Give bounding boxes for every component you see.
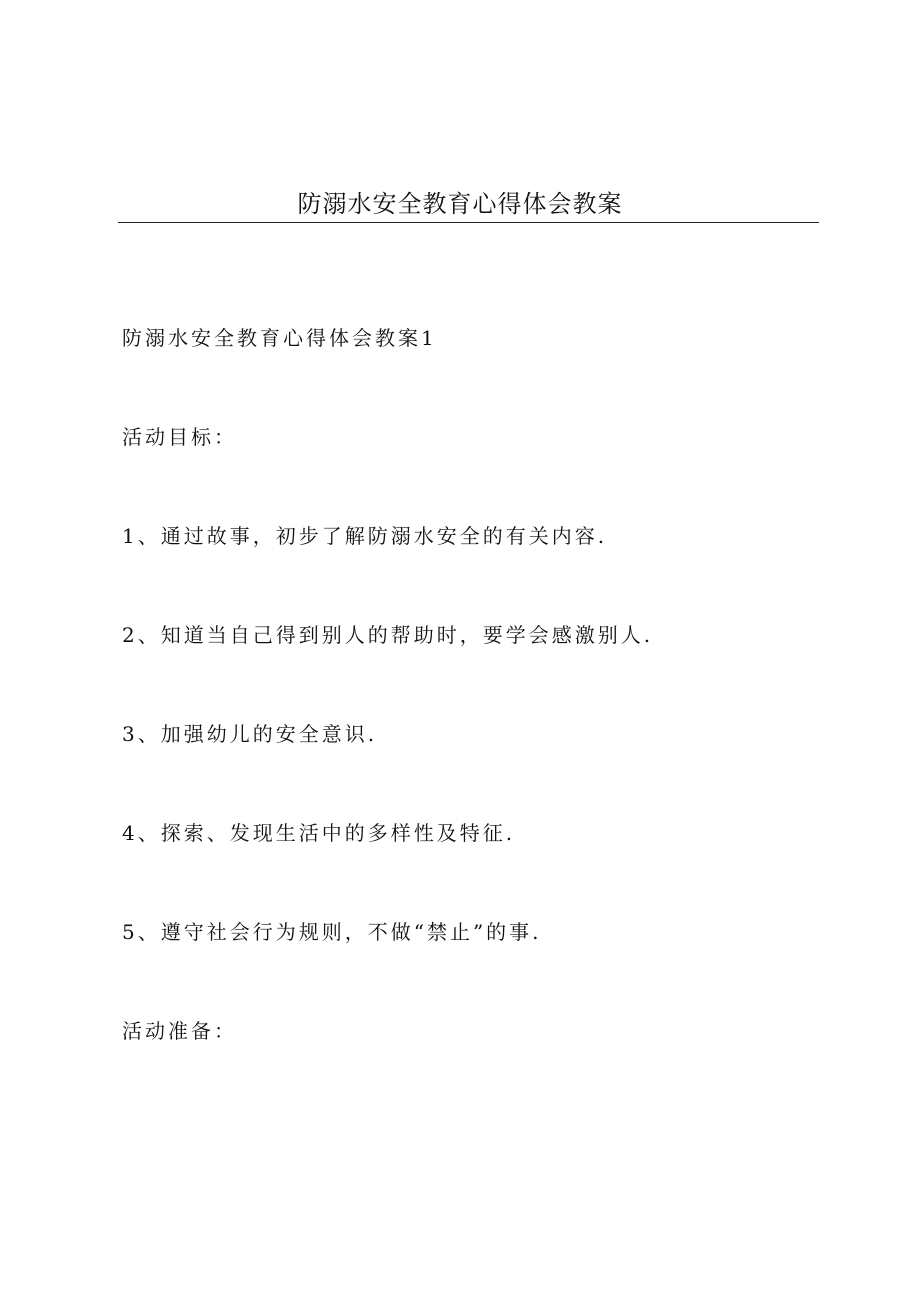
section-heading: 防溺水安全教育心得体会教案1: [122, 326, 437, 350]
goal-item-1: 1、通过故事，初步了解防溺水安全的有关内容.: [122, 524, 608, 548]
title-underline: [118, 222, 819, 223]
goal-item-4: 4、探索、发现生活中的多样性及特征.: [122, 821, 516, 845]
activity-goals-heading: 活动目标：: [122, 425, 237, 449]
goal-item-2: 2、知道当自己得到别人的帮助时，要学会感激别人.: [122, 623, 654, 647]
goal-item-5: 5、遵守社会行为规则，不做“禁止”的事.: [122, 920, 542, 944]
activity-preparation-heading: 活动准备：: [122, 1019, 237, 1043]
goal-item-3: 3、加强幼儿的安全意识.: [122, 722, 378, 746]
document-title: 防溺水安全教育心得体会教案: [297, 190, 623, 218]
